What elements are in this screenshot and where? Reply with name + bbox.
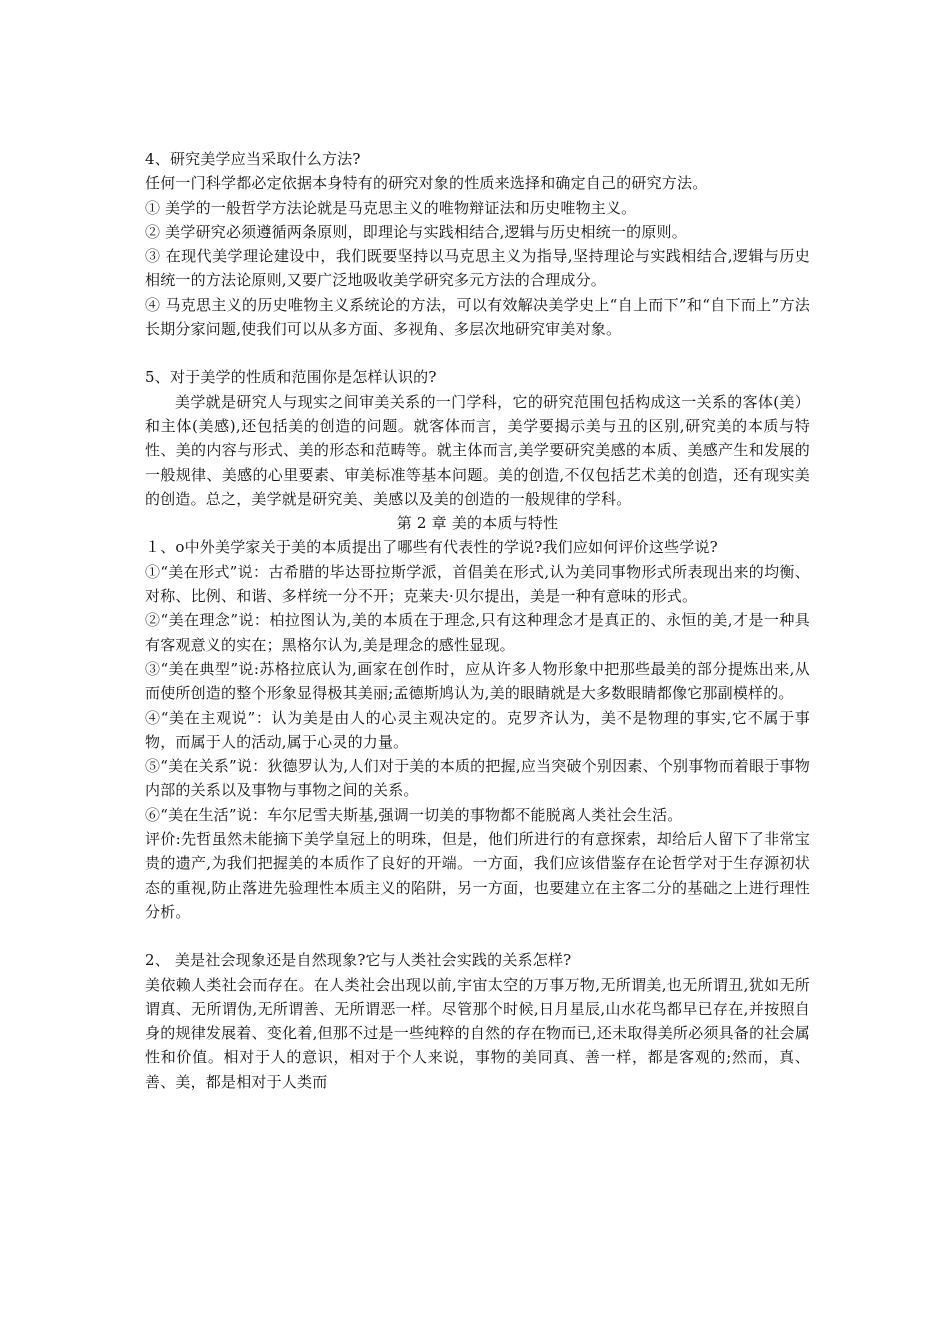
section4-question: 4、研究美学应当采取什么方法? — [145, 150, 361, 168]
section5-answer: 美学就是研究人与现实之间审美关系的一门学科，它的研究范围包括构成这一关系的客体(美）和主体(美感),还包括美的创造的问题。就客体而言，美学要揭示美与丑的区别,研究美的本质与特性、美的内容与形式、美的形态和范畴等。就主体而言,美学要研究美感的本质、美感产生和发展的一般规律、美感的心里要素、审美标准等基本问题。美的创造,不仅包括艺术美的创造，还有现实美的创造。总之，美学就是研究美、美感以及美的创造的一般规律的学科。 — [145, 392, 810, 508]
theory-2: ②“美在理念”说：柏拉图认为,美的本质在于理念,只有这种理念才是真正的、永恒的美,才是一种具有客观意义的实在；黑格尔认为,美是理念的感性显现。 — [145, 611, 810, 654]
theory-6: ⑥“美在生活”说：车尔尼雪夫斯基,强调一切美的事物都不能脱离人类社会生活。 — [145, 805, 683, 824]
theory-3: ③“美在典型”说:苏格拉底认为,画家在创作时，应从许多人物形象中把那些最美的部分提炼出来,从而使所创造的整个形象显得极其美丽;孟德斯鸠认为,美的眼睛就是大多数眼睛都像它那副模样的。 — [145, 659, 810, 703]
evaluation: 评价:先哲虽然未能摘下美学皇冠上的明珠，但是，他们所进行的有意探索，却给后人留下了非常宝贵的遗产,为我们把握美的本质作了良好的开端。一方面，我们应该借鉴存在论哲学对于生存源初状态的重视,防止落进先验理性本质主义的陷阱，另一方面，也要建立在主客二分的基础之上进行理性分析。 — [145, 830, 810, 921]
chapter2-question-2: 2、 美是社会现象还是自然现象?它与人类社会实践的关系怎样? — [145, 951, 572, 970]
theory-5: ⑤“美在关系”说：狄德罗认为,人们对于美的本质的把握,应当突破个别因素、个别事物而着眼于事物内部的关系以及事物与事物之间的关系。 — [145, 757, 810, 800]
theory-4: ④“美在主观说”：认为美是由人的心灵主观决定的。克罗齐认为，美不是物理的事实,它不属于事物，而属于人的活动,属于心灵的力量。 — [145, 708, 810, 751]
chapter2-question-1: １、ο中外美学家关于美的本质提出了哪些有代表性的学说?我们应如何评价这些学说? — [145, 538, 718, 557]
theory-1: ①“美在形式”说：古希腊的毕达哥拉斯学派，首倡美在形式,认为美同事物形式所表现出来的均衡、对称、比例、和谐、多样统一分不开；克莱夫·贝尔提出，美是一种有意味的形式。 — [145, 562, 810, 606]
chapter2-answer-2: 美依赖人类社会而存在。在人类社会出现以前,宇宙太空的万事万物,无所谓美,也无所谓丑,犹如无所谓真、无所谓伪,无所谓善、无所谓恶一样。尽管那个时候,日月星辰,山水花鸟都早已存在,并按照自身的规律发展着、变化着,但那不过是一些纯粹的自然的存在物而已,还未取得美所必须具备的社会属性和价值。相对于人的意识，相对于个人来说，事物的美同真、善一样，都是客观的;然而，真、善、美，都是相对于人类而 — [145, 975, 810, 1091]
section4-point-2: ② 美学研究必须遵循两条原则，即理论与实践相结合,逻辑与历史相统一的原则。 — [145, 222, 687, 241]
document-page — [145, 147, 810, 1094]
section4-point-4: ④ 马克思主义的历史唯物主义系统论的方法，可以有效解决美学史上“自上而下”和“自下而上”方法长期分家问题,使我们可以从多方面、多视角、多层次地研究审美对象。 — [145, 295, 810, 339]
paragraph-gap — [145, 341, 810, 365]
section4-point-1: ① 美学的一般哲学方法论就是马克思主义的唯物辩证法和历史唯物主义。 — [145, 198, 637, 217]
chapter-title: 第 2 章 美的本质与特性 — [396, 514, 559, 533]
paragraph-gap — [145, 924, 810, 948]
section4-point-3: ③ 在现代美学理论建设中，我们既要坚持以马克思主义为指导,坚持理论与实践相结合,逻辑与历史相统一的方法论原则,又要广泛地吸收美学研究多元方法的合理成分。 — [145, 247, 810, 290]
section5-question: 5、对于美学的性质和范围你是怎样认识的? — [145, 368, 437, 387]
section4-intro: 任何一门科学都必定依据本身特有的研究对象的性质来选择和确定自己的研究方法。 — [145, 174, 708, 193]
